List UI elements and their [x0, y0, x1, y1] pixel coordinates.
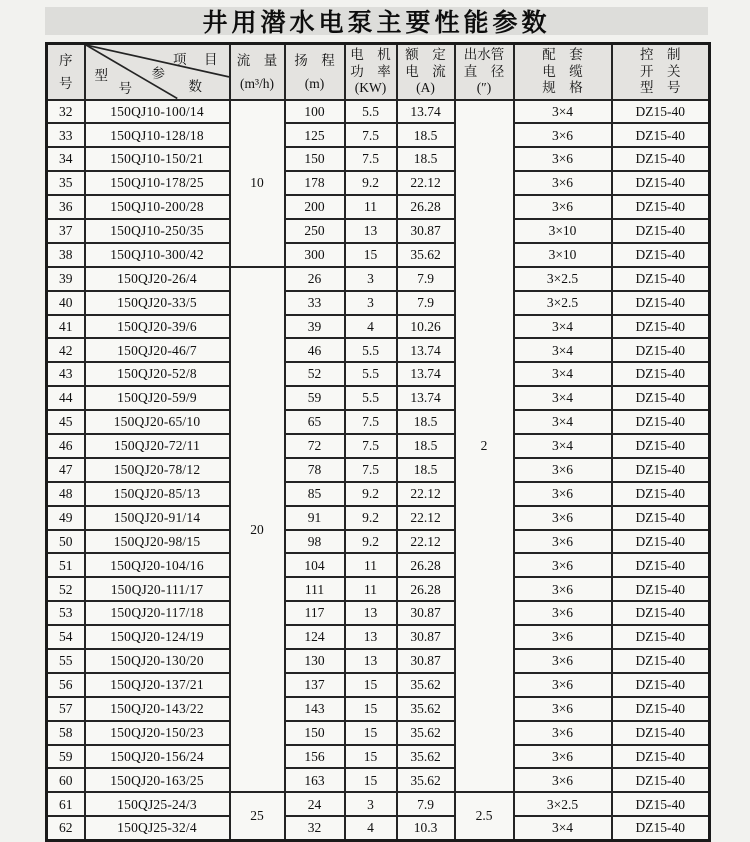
- diagonal-label-model-1: 型: [94, 68, 108, 83]
- cell-current: 18.5: [397, 147, 455, 171]
- table-row: [47, 745, 710, 769]
- table-row: [47, 410, 710, 434]
- cell-serial: 36: [47, 195, 85, 219]
- cell-power: 11: [345, 553, 397, 577]
- cell-head: 156: [285, 745, 345, 769]
- cell-model: 150QJ20-143/22: [85, 697, 230, 721]
- cell-switch: DZ15-40: [612, 768, 710, 792]
- cell-model: 150QJ10-300/42: [85, 243, 230, 267]
- cell-model: 150QJ20-98/15: [85, 530, 230, 554]
- cell-power: 3: [345, 291, 397, 315]
- cell-power: 3: [345, 267, 397, 291]
- table-row: [47, 267, 710, 291]
- cell-serial: 62: [47, 816, 85, 840]
- cell-switch: DZ15-40: [612, 625, 710, 649]
- cell-cable: 3×6: [514, 553, 612, 577]
- header-line: 直 径: [463, 63, 505, 79]
- table-row: [47, 792, 710, 816]
- cell-current: 22.12: [397, 530, 455, 554]
- cell-switch: DZ15-40: [612, 506, 710, 530]
- cell-cable: 3×6: [514, 506, 612, 530]
- cell-model: 150QJ20-26/4: [85, 267, 230, 291]
- col-header-serial: [47, 44, 85, 100]
- header-line: 出水管: [463, 47, 505, 62]
- cell-serial: 51: [47, 553, 85, 577]
- cell-model: 150QJ20-117/18: [85, 601, 230, 625]
- cell-serial: 50: [47, 530, 85, 554]
- cell-model: 150QJ25-24/3: [85, 792, 230, 816]
- cell-cable: 3×6: [514, 458, 612, 482]
- cell-serial: 54: [47, 625, 85, 649]
- cell-power: 13: [345, 625, 397, 649]
- cell-current: 26.28: [397, 553, 455, 577]
- cell-power: 3: [345, 792, 397, 816]
- header-line: 功 率: [350, 63, 391, 79]
- cell-head: 130: [285, 649, 345, 673]
- cell-head: 46: [285, 338, 345, 362]
- header-line: 电 机: [350, 47, 391, 62]
- cell-switch: DZ15-40: [612, 362, 710, 386]
- header-line: 序: [59, 52, 73, 68]
- cell-cable: 3×6: [514, 482, 612, 506]
- cell-model: 150QJ20-46/7: [85, 338, 230, 362]
- table-row: [47, 577, 710, 601]
- cell-power: 7.5: [345, 434, 397, 458]
- cell-head: 200: [285, 195, 345, 219]
- table-row: [47, 816, 710, 840]
- cell-serial: 47: [47, 458, 85, 482]
- cell-power: 4: [345, 315, 397, 339]
- cell-switch: DZ15-40: [612, 649, 710, 673]
- cell-cable: 3×6: [514, 697, 612, 721]
- cell-current: 18.5: [397, 458, 455, 482]
- cell-power: 4: [345, 816, 397, 840]
- cell-power: 15: [345, 673, 397, 697]
- cell-switch: DZ15-40: [612, 315, 710, 339]
- header-line: 型 号: [640, 80, 681, 95]
- cell-cable: 3×2.5: [514, 267, 612, 291]
- cell-current: 18.5: [397, 123, 455, 147]
- cell-head: 91: [285, 506, 345, 530]
- cell-flow-merged: 25: [230, 792, 285, 840]
- cell-serial: 44: [47, 386, 85, 410]
- table-row: [47, 768, 710, 792]
- cell-current: 22.12: [397, 171, 455, 195]
- cell-serial: 40: [47, 291, 85, 315]
- cell-cable: 3×4: [514, 362, 612, 386]
- cell-current: 30.87: [397, 649, 455, 673]
- cell-cable: 3×6: [514, 577, 612, 601]
- cell-switch: DZ15-40: [612, 410, 710, 434]
- cell-model: 150QJ20-91/14: [85, 506, 230, 530]
- table-row: [47, 100, 710, 124]
- diagonal-label-param-2: 数: [188, 79, 202, 94]
- table-row: [47, 219, 710, 243]
- cell-head: 143: [285, 697, 345, 721]
- cell-cable: 3×2.5: [514, 291, 612, 315]
- cell-current: 30.87: [397, 219, 455, 243]
- performance-table: [45, 42, 711, 842]
- cell-flow-merged: 20: [230, 267, 285, 793]
- cell-head: 59: [285, 386, 345, 410]
- header-line: 额 定: [405, 47, 446, 62]
- cell-diameter-merged: 2: [455, 100, 514, 793]
- header-line: (m³/h): [239, 75, 275, 91]
- cell-switch: DZ15-40: [612, 171, 710, 195]
- cell-cable: 3×4: [514, 315, 612, 339]
- cell-model: 150QJ20-124/19: [85, 625, 230, 649]
- cell-power: 7.5: [345, 147, 397, 171]
- header-line: 电 缆: [542, 63, 583, 79]
- table-row: [47, 243, 710, 267]
- cell-head: 39: [285, 315, 345, 339]
- cell-serial: 39: [47, 267, 85, 291]
- cell-power: 9.2: [345, 482, 397, 506]
- cell-model: 150QJ20-137/21: [85, 673, 230, 697]
- table-row: [47, 315, 710, 339]
- cell-head: 163: [285, 768, 345, 792]
- cell-power: 9.2: [345, 506, 397, 530]
- cell-head: 117: [285, 601, 345, 625]
- cell-diameter-merged: 2.5: [455, 792, 514, 840]
- cell-current: 13.74: [397, 100, 455, 124]
- cell-power: 5.5: [345, 362, 397, 386]
- table-header-row: [47, 44, 710, 100]
- col-header-power: [345, 44, 397, 100]
- cell-current: 13.74: [397, 386, 455, 410]
- cell-serial: 48: [47, 482, 85, 506]
- table-row: [47, 195, 710, 219]
- cell-cable: 3×4: [514, 410, 612, 434]
- header-line: 控 制: [640, 47, 681, 62]
- cell-cable: 3×4: [514, 100, 612, 124]
- table-row: [47, 458, 710, 482]
- cell-cable: 3×6: [514, 195, 612, 219]
- cell-current: 13.74: [397, 338, 455, 362]
- cell-model: 150QJ20-33/5: [85, 291, 230, 315]
- cell-model: 150QJ20-72/11: [85, 434, 230, 458]
- cell-current: 35.62: [397, 673, 455, 697]
- table-row: [47, 386, 710, 410]
- cell-head: 72: [285, 434, 345, 458]
- col-header-cable: [514, 44, 612, 100]
- cell-switch: DZ15-40: [612, 386, 710, 410]
- cell-cable: 3×6: [514, 123, 612, 147]
- diagonal-label-model-2: 号: [118, 81, 132, 96]
- cell-switch: DZ15-40: [612, 291, 710, 315]
- cell-serial: 38: [47, 243, 85, 267]
- cell-cable: 3×6: [514, 147, 612, 171]
- cell-current: 10.3: [397, 816, 455, 840]
- cell-serial: 32: [47, 100, 85, 124]
- table-row: [47, 291, 710, 315]
- cell-switch: DZ15-40: [612, 147, 710, 171]
- cell-serial: 60: [47, 768, 85, 792]
- cell-power: 13: [345, 601, 397, 625]
- table-row: [47, 482, 710, 506]
- cell-serial: 58: [47, 721, 85, 745]
- cell-model: 150QJ20-59/9: [85, 386, 230, 410]
- cell-serial: 33: [47, 123, 85, 147]
- cell-switch: DZ15-40: [612, 267, 710, 291]
- cell-model: 150QJ10-250/35: [85, 219, 230, 243]
- table-row: [47, 697, 710, 721]
- cell-power: 9.2: [345, 171, 397, 195]
- cell-switch: DZ15-40: [612, 816, 710, 840]
- diagonal-label-param-1: 参: [151, 66, 165, 81]
- cell-current: 30.87: [397, 601, 455, 625]
- cell-current: 7.9: [397, 792, 455, 816]
- cell-model: 150QJ10-150/21: [85, 147, 230, 171]
- cell-switch: DZ15-40: [612, 745, 710, 769]
- table-row: [47, 147, 710, 171]
- cell-switch: DZ15-40: [612, 601, 710, 625]
- cell-power: 5.5: [345, 338, 397, 362]
- cell-switch: DZ15-40: [612, 482, 710, 506]
- col-header-flow: [230, 44, 285, 100]
- cell-serial: 59: [47, 745, 85, 769]
- cell-current: 18.5: [397, 410, 455, 434]
- cell-power: 13: [345, 649, 397, 673]
- header-line: (A): [416, 80, 435, 95]
- cell-head: 85: [285, 482, 345, 506]
- table-row: [47, 530, 710, 554]
- cell-power: 7.5: [345, 458, 397, 482]
- cell-model: 150QJ10-128/18: [85, 123, 230, 147]
- cell-power: 11: [345, 195, 397, 219]
- header-line: (″): [476, 80, 492, 95]
- cell-cable: 3×6: [514, 768, 612, 792]
- header-line: 开 关: [640, 63, 681, 79]
- cell-serial: 45: [47, 410, 85, 434]
- cell-serial: 42: [47, 338, 85, 362]
- cell-model: 150QJ20-65/10: [85, 410, 230, 434]
- cell-cable: 3×6: [514, 625, 612, 649]
- cell-model: 150QJ20-52/8: [85, 362, 230, 386]
- cell-current: 35.62: [397, 745, 455, 769]
- cell-model: 150QJ20-111/17: [85, 577, 230, 601]
- cell-current: 35.62: [397, 697, 455, 721]
- cell-cable: 3×10: [514, 243, 612, 267]
- cell-current: 26.28: [397, 577, 455, 601]
- cell-current: 13.74: [397, 362, 455, 386]
- cell-power: 9.2: [345, 530, 397, 554]
- cell-current: 26.28: [397, 195, 455, 219]
- col-header-head: [285, 44, 345, 100]
- col-header-current: [397, 44, 455, 100]
- header-line: 电 流: [405, 63, 446, 79]
- cell-serial: 55: [47, 649, 85, 673]
- cell-head: 24: [285, 792, 345, 816]
- table-row: [47, 338, 710, 362]
- cell-serial: 37: [47, 219, 85, 243]
- cell-power: 7.5: [345, 410, 397, 434]
- cell-current: 35.62: [397, 721, 455, 745]
- cell-cable: 3×2.5: [514, 792, 612, 816]
- cell-current: 35.62: [397, 768, 455, 792]
- header-line: 配 套: [542, 47, 583, 62]
- cell-model: 150QJ20-85/13: [85, 482, 230, 506]
- header-line: 规 格: [542, 80, 583, 95]
- table-row: [47, 625, 710, 649]
- cell-model: 150QJ20-104/16: [85, 553, 230, 577]
- cell-cable: 3×6: [514, 673, 612, 697]
- cell-serial: 53: [47, 601, 85, 625]
- cell-head: 52: [285, 362, 345, 386]
- cell-cable: 3×6: [514, 721, 612, 745]
- cell-head: 78: [285, 458, 345, 482]
- cell-cable: 3×4: [514, 434, 612, 458]
- cell-serial: 61: [47, 792, 85, 816]
- cell-head: 26: [285, 267, 345, 291]
- cell-cable: 3×6: [514, 649, 612, 673]
- cell-head: 137: [285, 673, 345, 697]
- cell-switch: DZ15-40: [612, 697, 710, 721]
- cell-switch: DZ15-40: [612, 530, 710, 554]
- cell-head: 111: [285, 577, 345, 601]
- cell-current: 22.12: [397, 506, 455, 530]
- cell-switch: DZ15-40: [612, 195, 710, 219]
- cell-model: 150QJ20-78/12: [85, 458, 230, 482]
- cell-serial: 49: [47, 506, 85, 530]
- table-row: [47, 362, 710, 386]
- cell-head: 178: [285, 171, 345, 195]
- cell-head: 98: [285, 530, 345, 554]
- cell-power: 7.5: [345, 123, 397, 147]
- cell-serial: 52: [47, 577, 85, 601]
- table-row: [47, 553, 710, 577]
- col-header-switch: [612, 44, 710, 100]
- table-row: [47, 673, 710, 697]
- cell-head: 65: [285, 410, 345, 434]
- cell-head: 104: [285, 553, 345, 577]
- cell-head: 250: [285, 219, 345, 243]
- cell-switch: DZ15-40: [612, 434, 710, 458]
- header-line: (KW): [354, 80, 387, 95]
- col-header-diameter: [455, 44, 514, 100]
- cell-model: 150QJ20-156/24: [85, 745, 230, 769]
- cell-switch: DZ15-40: [612, 673, 710, 697]
- cell-head: 150: [285, 147, 345, 171]
- cell-serial: 35: [47, 171, 85, 195]
- header-line: 号: [59, 75, 73, 91]
- diagonal-label-item: 项 目: [173, 52, 220, 67]
- cell-power: 15: [345, 745, 397, 769]
- table-row: [47, 123, 710, 147]
- cell-head: 300: [285, 243, 345, 267]
- cell-cable: 3×4: [514, 338, 612, 362]
- cell-serial: 57: [47, 697, 85, 721]
- cell-current: 10.26: [397, 315, 455, 339]
- cell-head: 125: [285, 123, 345, 147]
- cell-serial: 41: [47, 315, 85, 339]
- cell-power: 11: [345, 577, 397, 601]
- table-row: [47, 171, 710, 195]
- cell-current: 22.12: [397, 482, 455, 506]
- cell-cable: 3×6: [514, 745, 612, 769]
- cell-head: 32: [285, 816, 345, 840]
- cell-switch: DZ15-40: [612, 338, 710, 362]
- cell-model: 150QJ20-163/25: [85, 768, 230, 792]
- cell-head: 33: [285, 291, 345, 315]
- cell-current: 18.5: [397, 434, 455, 458]
- cell-serial: 46: [47, 434, 85, 458]
- cell-current: 30.87: [397, 625, 455, 649]
- cell-switch: DZ15-40: [612, 219, 710, 243]
- cell-switch: DZ15-40: [612, 792, 710, 816]
- table-row: [47, 601, 710, 625]
- table-row: [47, 434, 710, 458]
- table-row: [47, 506, 710, 530]
- cell-head: 150: [285, 721, 345, 745]
- cell-model: 150QJ25-32/4: [85, 816, 230, 840]
- cell-switch: DZ15-40: [612, 458, 710, 482]
- cell-power: 15: [345, 768, 397, 792]
- cell-power: 15: [345, 243, 397, 267]
- cell-flow-merged: 10: [230, 100, 285, 267]
- cell-cable: 3×6: [514, 171, 612, 195]
- cell-cable: 3×10: [514, 219, 612, 243]
- cell-power: 15: [345, 697, 397, 721]
- cell-cable: 3×6: [514, 530, 612, 554]
- cell-current: 7.9: [397, 267, 455, 291]
- cell-current: 35.62: [397, 243, 455, 267]
- header-line: 流 量: [236, 52, 278, 68]
- page-title: 井用潜水电泵主要性能参数: [45, 7, 708, 35]
- cell-switch: DZ15-40: [612, 100, 710, 124]
- cell-serial: 56: [47, 673, 85, 697]
- cell-model: 150QJ20-39/6: [85, 315, 230, 339]
- cell-current: 7.9: [397, 291, 455, 315]
- cell-power: 13: [345, 219, 397, 243]
- table-row: [47, 721, 710, 745]
- cell-serial: 34: [47, 147, 85, 171]
- cell-model: 150QJ10-200/28: [85, 195, 230, 219]
- cell-power: 15: [345, 721, 397, 745]
- cell-model: 150QJ20-150/23: [85, 721, 230, 745]
- cell-cable: 3×4: [514, 816, 612, 840]
- cell-switch: DZ15-40: [612, 577, 710, 601]
- header-line: 扬 程: [294, 52, 335, 68]
- cell-head: 100: [285, 100, 345, 124]
- table-row: [47, 649, 710, 673]
- cell-power: 5.5: [345, 386, 397, 410]
- cell-cable: 3×6: [514, 601, 612, 625]
- cell-model: 150QJ20-130/20: [85, 649, 230, 673]
- col-header-diagonal: [85, 44, 230, 100]
- cell-head: 124: [285, 625, 345, 649]
- cell-switch: DZ15-40: [612, 243, 710, 267]
- cell-model: 150QJ10-100/14: [85, 100, 230, 124]
- header-line: (m): [304, 75, 325, 91]
- cell-cable: 3×4: [514, 386, 612, 410]
- cell-switch: DZ15-40: [612, 721, 710, 745]
- cell-model: 150QJ10-178/25: [85, 171, 230, 195]
- cell-switch: DZ15-40: [612, 553, 710, 577]
- cell-power: 5.5: [345, 100, 397, 124]
- cell-switch: DZ15-40: [612, 123, 710, 147]
- cell-serial: 43: [47, 362, 85, 386]
- table-body: [47, 100, 710, 841]
